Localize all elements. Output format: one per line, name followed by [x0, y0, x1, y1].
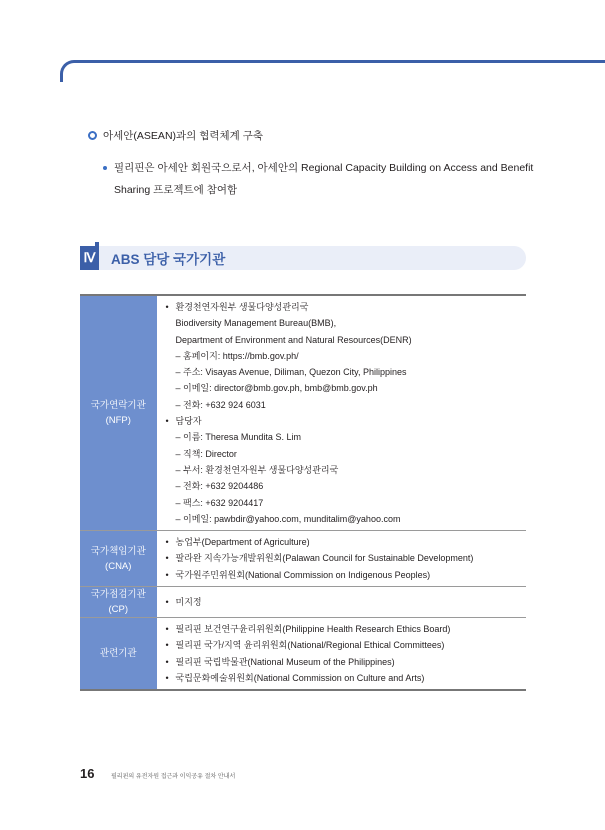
- table-row-related: [80, 618, 526, 691]
- nfp-contact-name: – 이름: Theresa Mundita S. Lim: [166, 429, 527, 445]
- section-heading-bar: [80, 246, 526, 270]
- nfp-label-abbr: (NFP): [105, 415, 131, 427]
- cna-item-3: • 국가원주민위원회(National Commission on Indigenous Peoples): [166, 567, 527, 583]
- cna-item-1: • 농업부(Department of Agriculture): [166, 534, 527, 550]
- related-item-4: • 국립문화예술위원회(National Commission on Culture and Arts): [166, 670, 527, 686]
- cp-item-1: • 미지정: [166, 594, 527, 610]
- cna-content-cell: [157, 531, 526, 587]
- footer-title: 필리핀의 유전자원 접근과 이익공유 절차 안내서: [111, 774, 236, 780]
- table-row-cp: [80, 587, 526, 618]
- section-number: Ⅳ: [83, 250, 96, 265]
- agency-table: [80, 294, 526, 691]
- section-badge-notch: [95, 242, 99, 246]
- cna-item-2: • 팔라완 지속가능개발위원회(Palawan Council for Sustainable Development): [166, 550, 527, 566]
- related-label: 관련기관: [99, 648, 137, 660]
- nfp-contact-email: – 이메일: pawbdir@yahoo.com, munditalim@yahoo.com: [166, 511, 527, 527]
- cp-label-abbr: (CP): [108, 604, 129, 616]
- dot-bullet-icon: [103, 166, 107, 170]
- cna-label: 국가책임기관: [90, 545, 146, 557]
- section-title: ABS 담당 국가기관: [111, 252, 226, 267]
- nfp-contact-header: • 담당자: [166, 413, 527, 429]
- bullet-heading-text: 아세안(ASEAN)과의 협력체계 구축: [103, 130, 263, 142]
- related-item-3: • 필리핀 국립박물관(National Museum of the Philippines): [166, 654, 527, 670]
- nfp-phone: – 전화: +632 924 6031: [166, 397, 527, 413]
- nfp-label-cell: [80, 295, 157, 531]
- nfp-org-en-2: Department of Environment and Natural Resources(DENR): [175, 334, 412, 345]
- ring-bullet-icon: [88, 131, 97, 140]
- nfp-org-kr: • 환경천연자원부 생물다양성관리국: [166, 299, 527, 315]
- cna-label-cell: [80, 531, 157, 587]
- nfp-label: 국가연락기관: [90, 400, 146, 412]
- sub-bullet-text: 필리핀은 아세안 회원국으로서, 아세안의 Regional Capacity Building on Access and Benefit Sharing 프로젝트에 참여함: [114, 162, 534, 196]
- nfp-org-en-1: Biodiversity Management Bureau(BMB),: [175, 318, 337, 329]
- cna-label-abbr: (CNA): [105, 560, 132, 572]
- nfp-contact-phone: – 전화: +632 9204486: [166, 478, 527, 494]
- nfp-contact-position: – 직책: Director: [166, 446, 527, 462]
- related-item-2: • 필리핀 국가/지역 윤리위원회(National/Regional Ethical Committees): [166, 637, 527, 653]
- nfp-contact-fax: – 팩스: +632 9204417: [166, 495, 527, 511]
- table-row-cna: [80, 531, 526, 587]
- page-number: 16: [80, 766, 95, 781]
- bullet-heading: [88, 128, 263, 143]
- nfp-email: – 이메일: director@bmb.gov.ph, bmb@bmb.gov.ph: [166, 380, 527, 396]
- nfp-content-cell: [157, 295, 526, 531]
- related-item-1: • 필리핀 보건연구윤리위원회(Philippine Health Research Ethics Board): [166, 621, 527, 637]
- nfp-homepage: – 홈페이지: https://bmb.gov.ph/: [166, 348, 527, 364]
- related-label-cell: [80, 618, 157, 691]
- cp-label-cell: [80, 587, 157, 618]
- nfp-address: – 주소: Visayas Avenue, Diliman, Quezon City, Philippines: [166, 364, 527, 380]
- table-row-nfp: [80, 295, 526, 531]
- nfp-contact-department: – 부서: 환경천연자원부 생물다양성관리국: [166, 462, 527, 478]
- cp-content-cell: [157, 587, 526, 618]
- related-content-cell: [157, 618, 526, 691]
- cp-label: 국가점검기관: [90, 589, 146, 601]
- sub-bullet: [103, 157, 543, 201]
- header-corner-decoration: [60, 60, 605, 82]
- section-number-badge: [80, 246, 99, 270]
